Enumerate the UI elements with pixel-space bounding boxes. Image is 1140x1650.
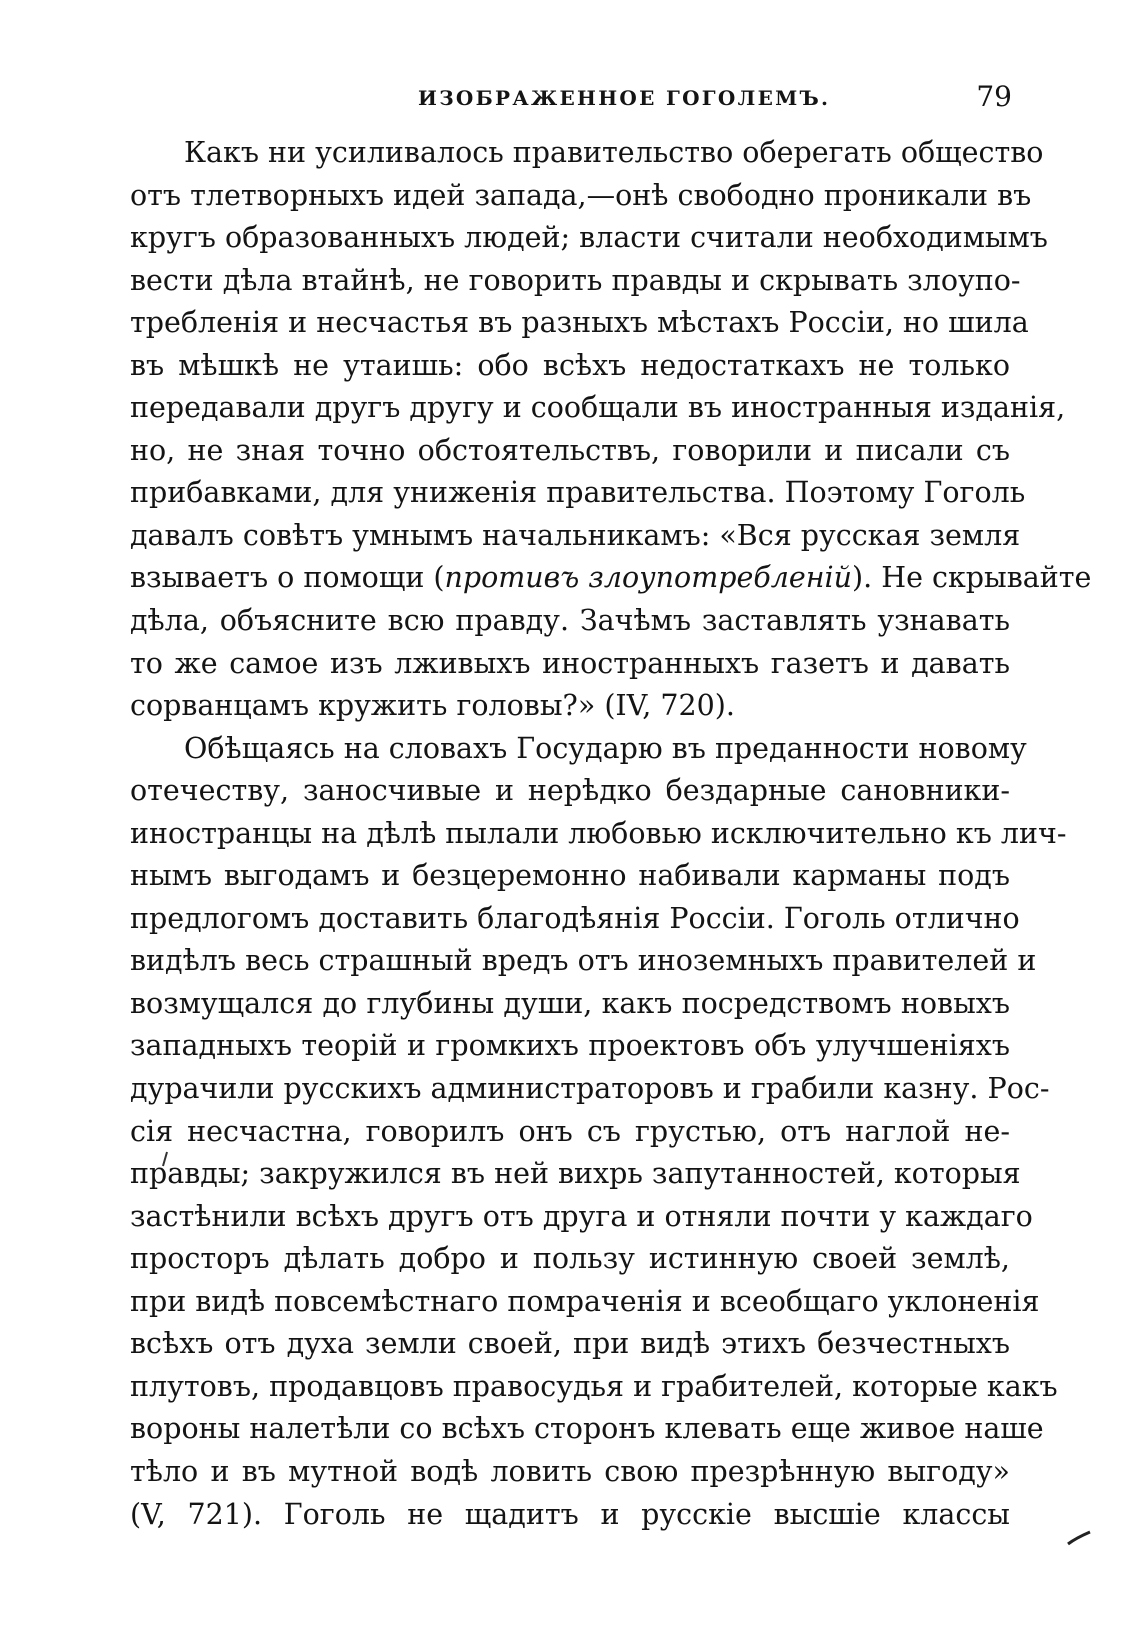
text-line [130, 557, 1092, 600]
text-line: Какъ ни усиливалось правительство оберегать общество [184, 136, 1044, 169]
text-line: всѣхъ отъ духа земли своей, при видѣ этихъ безчестныхъ [130, 1327, 1010, 1361]
margin-tick-mark [160, 1150, 170, 1170]
text-line: сорванцамъ кружить головы?» (IV, 720). [130, 689, 735, 723]
text-line: просторъ дѣлать добро и пользу истинную своей землѣ, [130, 1242, 1010, 1276]
text-line: то же самое изъ лживыхъ иностранныхъ газетъ и давать [130, 646, 1010, 680]
text-run: взываетъ о помощи ( [130, 561, 445, 595]
text-line: въ мѣшкѣ не утаишь: обо всѣхъ недостаткахъ не только [130, 348, 1010, 382]
text-line: иностранцы на дѣлѣ пылали любовью исключительно къ лич- [130, 816, 1067, 850]
text-line: застѣнили всѣхъ другъ отъ друга и отняли почти у каждаго [130, 1199, 1033, 1233]
running-title: ИЗОБРАЖЕННОЕ ГОГОЛЕМЪ. [418, 86, 831, 110]
text-line: но, не зная точно обстоятельствъ, говорили и писали съ [130, 433, 1010, 467]
scan-smudge-mark [1066, 1530, 1092, 1546]
text-line: дѣла, объясните всю правду. Зачѣмъ заставлять узнавать [130, 604, 1010, 638]
italic-phrase: противъ злоупотребленій [444, 561, 852, 595]
paragraph-2 [130, 728, 1067, 1536]
text-line: возмущался до глубины души, какъ посредствомъ новыхъ [130, 986, 1010, 1020]
text-line: дурачили русскихъ администраторовъ и грабили казну. Рос- [130, 1072, 1050, 1106]
text-line: Обѣщаясь на словахъ Государю въ преданности новому [184, 731, 1027, 765]
text-line: нымъ выгодамъ и безцеремонно набивали карманы подъ [130, 859, 1010, 893]
body-text [130, 132, 1092, 1536]
text-line: видѣлъ весь страшный вредъ отъ иноземныхъ правителей и [130, 944, 1037, 978]
text-line: отъ тлетворныхъ идей запада,—онѣ свободно проникали въ [130, 178, 1032, 212]
text-line: прибавками, для униженія правительства. Поэтому Гоголь [130, 476, 1026, 510]
text-line: при видѣ повсемѣстнаго помраченія и всеобщаго уклоненія [130, 1284, 1040, 1318]
text-line: западныхъ теорій и громкихъ проектовъ объ улучшеніяхъ [130, 1029, 1010, 1063]
page-number: 79 [976, 80, 1012, 113]
running-head [0, 80, 1140, 120]
text-line: плутовъ, продавцовъ правосудья и грабителей, которые какъ [130, 1369, 1058, 1403]
text-line: отечеству, заносчивые и нерѣдко бездарные сановники- [130, 774, 1010, 808]
text-line: вороны налетѣли со всѣхъ сторонъ клевать еще живое наше [130, 1412, 1044, 1446]
text-line: передавали другъ другу и сообщали въ иностранныя изданія, [130, 391, 1066, 425]
text-line: тѣло и въ мутной водѣ ловить свою презрѣнную выгоду» [130, 1454, 1010, 1488]
text-line: вести дѣла втайнѣ, не говорить правды и скрывать злоупо- [130, 263, 1021, 297]
paragraph-1 [130, 132, 1092, 728]
text-line: правды; закружился въ ней вихрь запутанностей, которыя [130, 1157, 1021, 1191]
text-line: требленія и несчастья въ разныхъ мѣстахъ Россіи, но шила [130, 306, 1029, 340]
text-run: ). Не скрывайте [851, 561, 1092, 595]
text-line: (V, 721). Гоголь не щадитъ и русскіе высшіе классы [130, 1497, 1010, 1531]
text-line: предлогомъ доставить благодѣянія Россіи. Гоголь отлично [130, 901, 1020, 935]
text-line: сія несчастна, говорилъ онъ съ грустью, отъ наглой не- [130, 1114, 1010, 1148]
text-line: кругъ образованныхъ людей; власти считали необходимымъ [130, 221, 1048, 255]
text-line: давалъ совѣтъ умнымъ начальникамъ: «Вся русская земля [130, 518, 1021, 552]
